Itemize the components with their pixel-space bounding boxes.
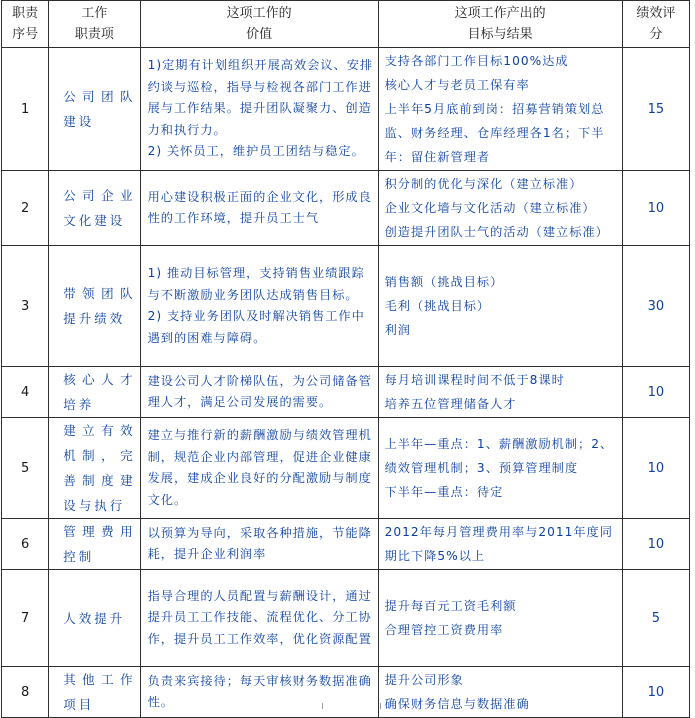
row-score: 30 [622, 246, 689, 367]
table-row [2, 367, 690, 418]
responsibility-table [1, 0, 690, 718]
row-result: 支持各部门工作目标100%达成 核心人才与老员工保有率 上半年5月底前到岗：招募营销策划总监、财务经理、仓库经理各1名；下半年：留住新管理者 [378, 48, 622, 171]
row-score: 10 [622, 367, 689, 418]
row-value: 以预算为导向，采取各种措施，节能降耗，提升企业利润率 [140, 519, 378, 570]
row-score: 10 [622, 519, 689, 570]
row-value: 负责来宾接待；每天审核财务数据准确性。 [140, 667, 378, 718]
row-index: 8 [2, 667, 49, 718]
header-idx: 职责 序号 [2, 1, 49, 48]
row-score: 10 [622, 171, 689, 246]
row-index: 5 [2, 418, 49, 519]
table-row [2, 519, 690, 570]
table-row [2, 667, 690, 718]
row-score: 10 [622, 418, 689, 519]
row-result: 提升每百元工资毛利额 合理管控工资费用率 [378, 570, 622, 667]
row-result: 2012年每月管理费用率与2011年度同期比下降5%以上 [378, 519, 622, 570]
table-divider [380, 703, 381, 709]
row-item: 核心人才培养 [49, 367, 140, 418]
row-index: 1 [2, 48, 49, 171]
header-score: 绩效评 分 [622, 1, 689, 48]
row-value: 1) 推动目标管理，支持销售业绩跟踪与不断激励业务团队达成销售目标。 2) 支持业务团队及时解决销售工作中遇到的困难与障碍。 [140, 246, 378, 367]
row-score: 15 [622, 48, 689, 171]
row-result: 提升公司形象 确保财务信息与数据准确 [378, 667, 622, 718]
row-value: 用心建设积极正面的企业文化，形成良性的工作环境，提升员工士气 [140, 171, 378, 246]
row-score: 5 [622, 570, 689, 667]
row-value: 指导合理的人员配置与薪酬设计，通过提升员工工作技能、流程优化、分工协作，提升员工工作效率，优化资源配置 [140, 570, 378, 667]
row-item: 建立有效机制，完善制度建设与执行 [49, 418, 140, 519]
row-result: 上半年—重点：1、薪酬激励机制；2、绩效管理机制；3、预算管理制度 下半年—重点：待定 [378, 418, 622, 519]
row-index: 3 [2, 246, 49, 367]
table-row [2, 418, 690, 519]
row-index: 7 [2, 570, 49, 667]
row-item: 公司企业文化建设 [49, 171, 140, 246]
row-value: 1)定期有计划组织开展高效会议、安排约谈与巡检，指导与检视各部门工作进展与工作结果。提升团队凝聚力、创造力和执行力。 2) 关怀员工，维护员工团结与稳定。 [140, 48, 378, 171]
table-row [2, 48, 690, 171]
table-row [2, 570, 690, 667]
row-item: 人效提升 [49, 570, 140, 667]
table-row [2, 171, 690, 246]
row-index: 2 [2, 171, 49, 246]
row-index: 6 [2, 519, 49, 570]
row-index: 4 [2, 367, 49, 418]
row-value: 建立与推行新的薪酬激励与绩效管理机制，规范企业内部管理，促进企业健康发展，建成企业良好的分配激励与制度文化。 [140, 418, 378, 519]
row-value: 建设公司人才阶梯队伍，为公司储备管理人才，满足公司发展的需要。 [140, 367, 378, 418]
row-item: 管理费用控制 [49, 519, 140, 570]
row-result: 销售额（挑战目标） 毛利（挑战目标） 利润 [378, 246, 622, 367]
row-item: 带领团队提升绩效 [49, 246, 140, 367]
table-row [2, 246, 690, 367]
row-result: 每月培训课程时间不低于8课时 培养五位管理储备人才 [378, 367, 622, 418]
header-result: 这项工作产出的 目标与结果 [378, 1, 622, 48]
row-score: 10 [622, 667, 689, 718]
header-item: 工作 职责项 [49, 1, 140, 48]
header-row [2, 1, 690, 48]
row-item: 公司团队建设 [49, 48, 140, 171]
table-divider [322, 703, 323, 709]
row-item: 其他工作项目 [49, 667, 140, 718]
row-result: 积分制的优化与深化（建立标准） 企业文化墙与文化活动（建立标准） 创造提升团队士气的活动（建立标准） [378, 171, 622, 246]
header-value: 这项工作的 价值 [140, 1, 378, 48]
